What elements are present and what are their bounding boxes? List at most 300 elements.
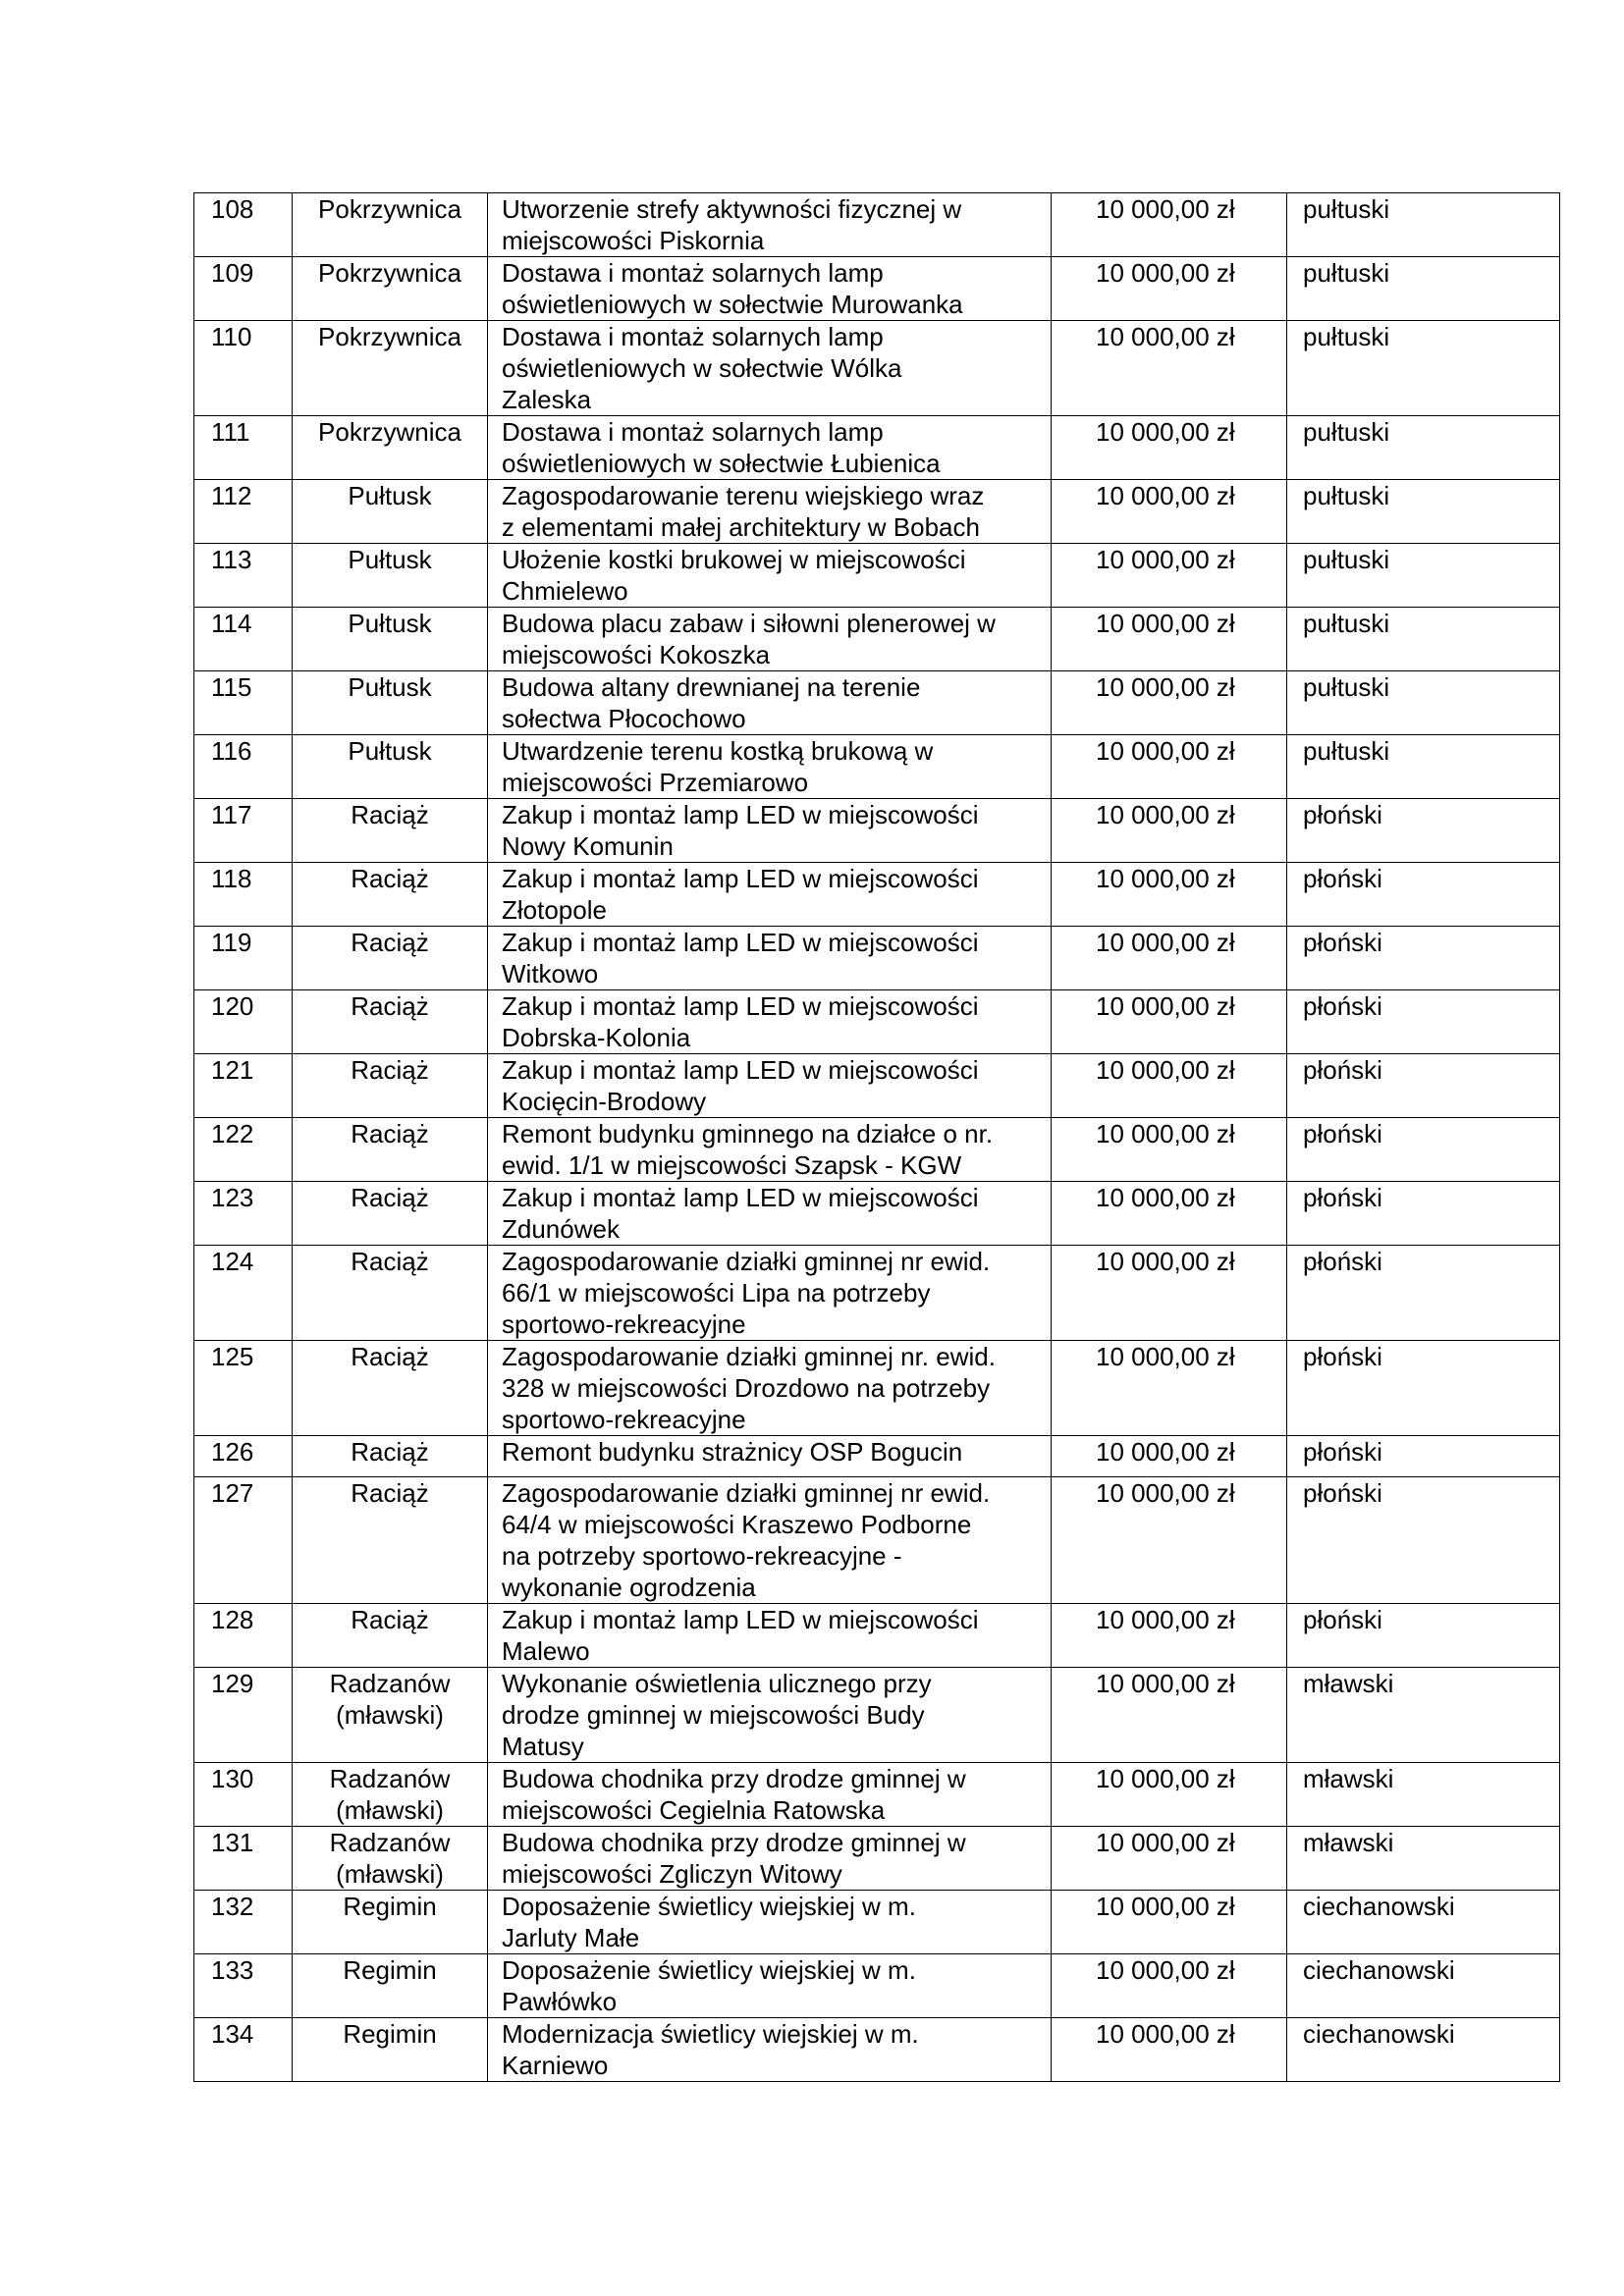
county-cell <box>1287 1668 1560 1763</box>
task-cell <box>488 321 1052 416</box>
task-line: 64/4 w miejscowości Kraszewo Podborne <box>502 1510 972 1539</box>
amount-cell-text: 10 000,00 zł <box>1096 864 1235 893</box>
table-row <box>194 1891 1560 1954</box>
task-cell <box>488 257 1052 321</box>
task-line: Remont budynku gminnego na działce o nr. <box>502 1119 994 1148</box>
gmina-cell <box>293 863 488 927</box>
task-line: sportowo-rekreacyjne <box>502 1405 746 1434</box>
amount-cell <box>1052 1246 1287 1341</box>
row-number-cell-text: 124 <box>211 1247 254 1276</box>
task-line: Zakup i montaż lamp LED w miejscowości <box>502 1055 979 1085</box>
amount-cell-text: 10 000,00 zł <box>1096 1892 1235 1921</box>
gmina-cell <box>293 1477 488 1604</box>
task-cell <box>488 671 1052 735</box>
county-cell-text: płoński <box>1303 1342 1382 1371</box>
row-number-cell <box>194 735 293 799</box>
row-number-cell-text: 108 <box>211 194 254 224</box>
gmina-cell <box>293 321 488 416</box>
row-number-cell-text: 115 <box>211 672 252 702</box>
task-line: Doposażenie świetlicy wiejskiej w m. <box>502 1955 916 1985</box>
gmina-cell-text: Raciąż <box>351 1605 429 1634</box>
task-line: Chmielewo <box>502 576 628 606</box>
row-number-cell-text: 114 <box>211 609 252 638</box>
task-cell <box>488 799 1052 863</box>
task-line: Zakup i montaż lamp LED w miejscowości <box>502 800 979 829</box>
amount-cell-text: 10 000,00 zł <box>1096 1247 1235 1276</box>
gmina-cell <box>293 1891 488 1954</box>
row-number-cell <box>194 863 293 927</box>
gmina-cell <box>293 671 488 735</box>
row-number-cell-text: 110 <box>211 322 252 351</box>
gmina-cell-text: Pokrzywnica <box>318 194 461 224</box>
gmina-cell-text: Raciąż <box>351 1342 429 1371</box>
task-line: Dobrska-Kolonia <box>502 1023 691 1052</box>
row-number-cell <box>194 1246 293 1341</box>
row-number-cell-text: 134 <box>211 2019 254 2049</box>
task-line: Zakup i montaż lamp LED w miejscowości <box>502 1605 979 1634</box>
county-cell-text: płoński <box>1303 928 1382 957</box>
task-line: Jarluty Małe <box>502 1923 640 1952</box>
county-cell <box>1287 1054 1560 1118</box>
gmina-cell <box>293 1604 488 1668</box>
task-line: Zakup i montaż lamp LED w miejscowości <box>502 991 979 1021</box>
amount-cell <box>1052 257 1287 321</box>
county-cell-text: pułtuski <box>1303 322 1390 351</box>
county-cell-text: płoński <box>1303 864 1382 893</box>
county-cell-text: płoński <box>1303 1055 1382 1085</box>
task-cell <box>488 863 1052 927</box>
gmina-cell-text: Raciąż <box>351 1119 429 1148</box>
row-number-cell <box>194 799 293 863</box>
task-line: ewid. 1/1 w miejscowości Szapsk - KGW <box>502 1150 962 1180</box>
county-cell-text: płoński <box>1303 1478 1382 1508</box>
amount-cell-text: 10 000,00 zł <box>1096 1478 1235 1508</box>
gmina-cell <box>293 1246 488 1341</box>
county-cell <box>1287 1436 1560 1477</box>
task-line: Matusy <box>502 1732 584 1761</box>
task-line: 328 w miejscowości Drozdowo na potrzeby <box>502 1373 991 1403</box>
table-row <box>194 1827 1560 1891</box>
gmina-cell-text: Pułtusk <box>348 609 432 638</box>
county-cell <box>1287 544 1560 608</box>
gmina-cell-text: Pokrzywnica <box>318 322 461 351</box>
task-line: Utwardzenie terenu kostką brukową w <box>502 736 934 766</box>
county-cell-text: pułtuski <box>1303 609 1390 638</box>
table-row <box>194 1246 1560 1341</box>
task-line: Doposażenie świetlicy wiejskiej w m. <box>502 1892 916 1921</box>
task-line: Karniewo <box>502 2051 609 2080</box>
row-number-cell <box>194 321 293 416</box>
gmina-cell-text: Radzanów (mławski) <box>329 1828 451 1889</box>
gmina-cell-text: Raciąż <box>351 1055 429 1085</box>
table-row <box>194 1182 1560 1246</box>
gmina-cell-text: Raciąż <box>351 864 429 893</box>
gmina-cell-text: Raciąż <box>351 1247 429 1276</box>
row-number-cell-text: 118 <box>211 864 252 893</box>
task-line: Budowa altany drewnianej na terenie <box>502 672 921 702</box>
county-cell <box>1287 321 1560 416</box>
amount-cell <box>1052 1477 1287 1604</box>
amount-cell <box>1052 544 1287 608</box>
county-cell <box>1287 799 1560 863</box>
task-line: miejscowości Zgliczyn Witowy <box>502 1859 842 1889</box>
task-line: Nowy Komunin <box>502 831 674 861</box>
gmina-cell <box>293 1054 488 1118</box>
table-row <box>194 863 1560 927</box>
row-number-cell <box>194 1827 293 1891</box>
task-line: Malewo <box>502 1636 590 1666</box>
gmina-cell <box>293 193 488 257</box>
county-cell <box>1287 1477 1560 1604</box>
task-line: drodze gminnej w miejscowości Budy <box>502 1700 925 1730</box>
county-cell-text: ciechanowski <box>1303 1892 1455 1921</box>
gmina-cell <box>293 257 488 321</box>
gmina-cell <box>293 1182 488 1246</box>
gmina-cell-text: Raciąż <box>351 991 429 1021</box>
table-row <box>194 2018 1560 2082</box>
row-number-cell-text: 125 <box>211 1342 254 1371</box>
row-number-cell <box>194 1891 293 1954</box>
county-cell <box>1287 863 1560 927</box>
task-line: Witkowo <box>502 959 599 988</box>
table-row <box>194 1054 1560 1118</box>
county-cell-text: pułtuski <box>1303 258 1390 288</box>
task-cell <box>488 1341 1052 1436</box>
amount-cell <box>1052 1954 1287 2018</box>
amount-cell-text: 10 000,00 zł <box>1096 1669 1235 1698</box>
county-cell-text: płoński <box>1303 1247 1382 1276</box>
gmina-cell <box>293 608 488 671</box>
amount-cell-text: 10 000,00 zł <box>1096 1437 1235 1467</box>
row-number-cell-text: 117 <box>211 800 252 829</box>
amount-cell <box>1052 2018 1287 2082</box>
task-cell <box>488 1436 1052 1477</box>
row-number-cell-text: 111 <box>211 417 250 447</box>
task-line: Zakup i montaż lamp LED w miejscowości <box>502 928 979 957</box>
table-row <box>194 193 1560 257</box>
task-line: Ułożenie kostki brukowej w miejscowości <box>502 545 966 574</box>
row-number-cell <box>194 1954 293 2018</box>
county-cell-text: pułtuski <box>1303 417 1390 447</box>
task-line: sportowo-rekreacyjne <box>502 1309 746 1339</box>
county-cell-text: płoński <box>1303 1183 1382 1212</box>
amount-cell <box>1052 1763 1287 1827</box>
amount-cell <box>1052 608 1287 671</box>
table-row <box>194 1954 1560 2018</box>
amount-cell-text: 10 000,00 zł <box>1096 928 1235 957</box>
amount-cell-text: 10 000,00 zł <box>1096 609 1235 638</box>
table-row <box>194 608 1560 671</box>
county-cell <box>1287 257 1560 321</box>
task-cell <box>488 1763 1052 1827</box>
county-cell <box>1287 1246 1560 1341</box>
task-line: Dostawa i montaż solarnych lamp <box>502 258 884 288</box>
amount-cell <box>1052 1891 1287 1954</box>
task-line: Budowa placu zabaw i siłowni plenerowej w <box>502 609 996 638</box>
gmina-cell <box>293 1827 488 1891</box>
county-cell <box>1287 1604 1560 1668</box>
task-line: wykonanie ogrodzenia <box>502 1573 756 1602</box>
table-row <box>194 416 1560 480</box>
gmina-cell-text: Raciąż <box>351 1183 429 1212</box>
task-line: Pawłówko <box>502 1987 618 2016</box>
task-cell <box>488 1827 1052 1891</box>
amount-cell-text: 10 000,00 zł <box>1096 417 1235 447</box>
county-cell-text: mławski <box>1303 1828 1394 1857</box>
gmina-cell-text: Pułtusk <box>348 672 432 702</box>
task-line: oświetleniowych w sołectwie Łubienica <box>502 449 941 478</box>
row-number-cell-text: 131 <box>211 1828 254 1857</box>
task-line: Budowa chodnika przy drodze gminnej w <box>502 1828 966 1857</box>
row-number-cell <box>194 1182 293 1246</box>
task-cell <box>488 1668 1052 1763</box>
task-cell <box>488 1604 1052 1668</box>
task-line: Remont budynku strażnicy OSP Bogucin <box>502 1437 963 1467</box>
row-number-cell <box>194 671 293 735</box>
amount-cell <box>1052 1436 1287 1477</box>
table-row <box>194 671 1560 735</box>
county-cell <box>1287 1891 1560 1954</box>
task-line: Zaleska <box>502 385 592 414</box>
row-number-cell <box>194 608 293 671</box>
amount-cell <box>1052 480 1287 544</box>
amount-cell <box>1052 1118 1287 1182</box>
county-cell-text: pułtuski <box>1303 194 1390 224</box>
gmina-cell <box>293 927 488 990</box>
county-cell <box>1287 1827 1560 1891</box>
amount-cell-text: 10 000,00 zł <box>1096 1764 1235 1793</box>
task-line: Zagospodarowanie terenu wiejskiego wraz <box>502 481 985 510</box>
amount-cell <box>1052 863 1287 927</box>
table-row <box>194 927 1560 990</box>
gmina-cell-text: Pułtusk <box>348 481 432 510</box>
row-number-cell <box>194 544 293 608</box>
gmina-cell <box>293 1436 488 1477</box>
gmina-cell-text: Radzanów (mławski) <box>329 1669 451 1730</box>
table-row <box>194 257 1560 321</box>
gmina-cell-text: Pokrzywnica <box>318 417 461 447</box>
task-cell <box>488 1246 1052 1341</box>
county-cell <box>1287 193 1560 257</box>
task-line: Złotopole <box>502 895 607 925</box>
row-number-cell <box>194 1763 293 1827</box>
amount-cell <box>1052 1827 1287 1891</box>
row-number-cell <box>194 1341 293 1436</box>
gmina-cell <box>293 1954 488 2018</box>
table-row <box>194 1763 1560 1827</box>
task-line: Zagospodarowanie działki gminnej nr ewid. <box>502 1247 991 1276</box>
grants-table <box>193 192 1560 2082</box>
county-cell-text: płoński <box>1303 1605 1382 1634</box>
task-line: Zagospodarowanie działki gminnej nr. ewid. <box>502 1342 996 1371</box>
amount-cell-text: 10 000,00 zł <box>1096 1183 1235 1212</box>
gmina-cell <box>293 990 488 1054</box>
county-cell <box>1287 671 1560 735</box>
amount-cell-text: 10 000,00 zł <box>1096 991 1235 1021</box>
amount-cell-text: 10 000,00 zł <box>1096 258 1235 288</box>
task-line: Zakup i montaż lamp LED w miejscowości <box>502 864 979 893</box>
row-number-cell <box>194 1477 293 1604</box>
row-number-cell <box>194 1054 293 1118</box>
row-number-cell-text: 119 <box>211 928 252 957</box>
amount-cell <box>1052 671 1287 735</box>
task-cell <box>488 2018 1052 2082</box>
county-cell-text: płoński <box>1303 800 1382 829</box>
task-cell <box>488 1477 1052 1604</box>
amount-cell-text: 10 000,00 zł <box>1096 2019 1235 2049</box>
table-row <box>194 990 1560 1054</box>
amount-cell-text: 10 000,00 zł <box>1096 736 1235 766</box>
amount-cell-text: 10 000,00 zł <box>1096 545 1235 574</box>
row-number-cell <box>194 480 293 544</box>
gmina-cell-text: Pokrzywnica <box>318 258 461 288</box>
county-cell <box>1287 2018 1560 2082</box>
row-number-cell-text: 130 <box>211 1764 254 1793</box>
task-line: sołectwa Płocochowo <box>502 704 746 733</box>
table-row <box>194 799 1560 863</box>
row-number-cell-text: 122 <box>211 1119 254 1148</box>
task-cell <box>488 1118 1052 1182</box>
task-line: Budowa chodnika przy drodze gminnej w <box>502 1764 966 1793</box>
county-cell <box>1287 416 1560 480</box>
amount-cell <box>1052 990 1287 1054</box>
county-cell-text: ciechanowski <box>1303 2019 1455 2049</box>
task-line: na potrzeby sportowo-rekreacyjne - <box>502 1541 902 1571</box>
row-number-cell <box>194 1668 293 1763</box>
task-cell <box>488 416 1052 480</box>
row-number-cell <box>194 193 293 257</box>
gmina-cell-text: Regimin <box>343 2019 437 2049</box>
task-line: Zagospodarowanie działki gminnej nr ewid. <box>502 1478 991 1508</box>
table-row <box>194 1118 1560 1182</box>
task-line: z elementami małej architektury w Bobach <box>502 512 980 542</box>
county-cell <box>1287 1182 1560 1246</box>
task-line: Zakup i montaż lamp LED w miejscowości <box>502 1183 979 1212</box>
county-cell-text: pułtuski <box>1303 736 1390 766</box>
row-number-cell <box>194 1604 293 1668</box>
gmina-cell <box>293 1341 488 1436</box>
task-line: Wykonanie oświetlenia ulicznego przy <box>502 1669 932 1698</box>
task-cell <box>488 1182 1052 1246</box>
task-cell <box>488 1891 1052 1954</box>
task-line: miejscowości Kokoszka <box>502 640 771 669</box>
task-line: Utworzenie strefy aktywności fizycznej w <box>502 194 962 224</box>
task-cell <box>488 480 1052 544</box>
gmina-cell-text: Regimin <box>343 1892 437 1921</box>
task-line: oświetleniowych w sołectwie Wólka <box>502 353 902 383</box>
amount-cell-text: 10 000,00 zł <box>1096 1055 1235 1085</box>
task-line: 66/1 w miejscowości Lipa na potrzeby <box>502 1278 931 1308</box>
gmina-cell <box>293 544 488 608</box>
table-row <box>194 1477 1560 1604</box>
row-number-cell-text: 112 <box>211 481 252 510</box>
row-number-cell-text: 116 <box>211 736 252 766</box>
task-cell <box>488 735 1052 799</box>
task-cell <box>488 544 1052 608</box>
amount-cell <box>1052 1182 1287 1246</box>
amount-cell <box>1052 1341 1287 1436</box>
row-number-cell <box>194 1118 293 1182</box>
gmina-cell-text: Raciąż <box>351 1437 429 1467</box>
county-cell-text: mławski <box>1303 1669 1394 1698</box>
amount-cell-text: 10 000,00 zł <box>1096 194 1235 224</box>
county-cell-text: płoński <box>1303 991 1382 1021</box>
county-cell <box>1287 990 1560 1054</box>
county-cell <box>1287 1763 1560 1827</box>
task-cell <box>488 990 1052 1054</box>
grants-table-body <box>194 193 1560 2082</box>
row-number-cell <box>194 990 293 1054</box>
amount-cell <box>1052 1054 1287 1118</box>
county-cell <box>1287 735 1560 799</box>
amount-cell <box>1052 1604 1287 1668</box>
row-number-cell <box>194 2018 293 2082</box>
row-number-cell-text: 127 <box>211 1478 254 1508</box>
amount-cell <box>1052 1668 1287 1763</box>
table-row <box>194 321 1560 416</box>
task-line: Dostawa i montaż solarnych lamp <box>502 417 884 447</box>
county-cell <box>1287 480 1560 544</box>
row-number-cell <box>194 1436 293 1477</box>
gmina-cell-text: Raciąż <box>351 1478 429 1508</box>
row-number-cell-text: 133 <box>211 1955 254 1985</box>
county-cell <box>1287 608 1560 671</box>
amount-cell-text: 10 000,00 zł <box>1096 1119 1235 1148</box>
gmina-cell <box>293 416 488 480</box>
gmina-cell-text: Regimin <box>343 1955 437 1985</box>
row-number-cell-text: 128 <box>211 1605 254 1634</box>
row-number-cell-text: 129 <box>211 1669 254 1698</box>
gmina-cell-text: Radzanów (mławski) <box>329 1764 451 1825</box>
table-row <box>194 480 1560 544</box>
amount-cell <box>1052 799 1287 863</box>
county-cell-text: płoński <box>1303 1437 1382 1467</box>
gmina-cell-text: Raciąż <box>351 800 429 829</box>
task-line: miejscowości Przemiarowo <box>502 768 809 797</box>
table-row <box>194 1604 1560 1668</box>
table-row <box>194 1341 1560 1436</box>
gmina-cell-text: Pułtusk <box>348 545 432 574</box>
row-number-cell <box>194 927 293 990</box>
gmina-cell <box>293 799 488 863</box>
task-line: Zdunówek <box>502 1214 620 1244</box>
row-number-cell <box>194 257 293 321</box>
row-number-cell-text: 113 <box>211 545 252 574</box>
county-cell-text: płoński <box>1303 1119 1382 1148</box>
task-cell <box>488 927 1052 990</box>
county-cell <box>1287 1954 1560 2018</box>
county-cell <box>1287 1341 1560 1436</box>
row-number-cell-text: 120 <box>211 991 254 1021</box>
task-line: Dostawa i montaż solarnych lamp <box>502 322 884 351</box>
county-cell-text: pułtuski <box>1303 545 1390 574</box>
amount-cell <box>1052 735 1287 799</box>
gmina-cell-text: Raciąż <box>351 928 429 957</box>
gmina-cell-text: Pułtusk <box>348 736 432 766</box>
task-cell <box>488 1954 1052 2018</box>
amount-cell-text: 10 000,00 zł <box>1096 1828 1235 1857</box>
table-row <box>194 1436 1560 1477</box>
county-cell <box>1287 1118 1560 1182</box>
row-number-cell-text: 121 <box>211 1055 254 1085</box>
task-cell <box>488 608 1052 671</box>
task-cell <box>488 193 1052 257</box>
amount-cell-text: 10 000,00 zł <box>1096 1342 1235 1371</box>
task-line: miejscowości Cegielnia Ratowska <box>502 1795 886 1825</box>
task-line: oświetleniowych w sołectwie Murowanka <box>502 290 963 319</box>
row-number-cell-text: 123 <box>211 1183 254 1212</box>
row-number-cell-text: 109 <box>211 258 254 288</box>
